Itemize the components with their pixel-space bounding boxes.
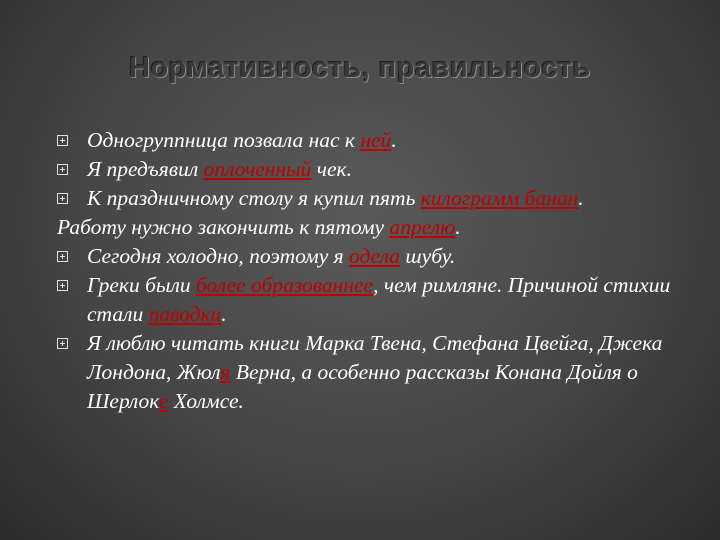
boxed-plus-bullet-icon	[57, 193, 68, 204]
error-word: апрелю	[389, 215, 456, 239]
sentence-text: Работу нужно закончить к пятому	[57, 215, 390, 239]
sentence-text: Греки были	[87, 273, 196, 297]
error-word: е	[158, 389, 169, 413]
boxed-plus-bullet-icon	[57, 135, 68, 146]
slide-title: Нормативность, правильность	[129, 52, 591, 84]
list-item	[57, 242, 672, 271]
sentence-text: Холмсе.	[168, 389, 244, 413]
list-item	[57, 271, 672, 329]
boxed-plus-bullet-icon	[57, 338, 68, 349]
sentence-text: Верна, а особенно рассказы Конана Дойля о Шерлок	[87, 360, 638, 413]
sentence-text: Одногруппница позвала нас к	[87, 128, 361, 152]
slide-content	[57, 126, 672, 416]
error-word: я	[220, 360, 231, 384]
error-word: ней	[360, 128, 392, 152]
sentence-text: чек.	[311, 157, 352, 181]
sentence-text: Я предъявил	[87, 157, 204, 181]
sentence-text: Сегодня холодно, поэтому я	[87, 244, 350, 268]
error-word: одела	[349, 244, 401, 268]
error-word: более образованнее	[195, 273, 374, 297]
sentence-text: .	[221, 302, 227, 326]
list-item	[57, 329, 672, 416]
error-word: оплоченный	[203, 157, 312, 181]
sentence-text: Я люблю читать книги Марка Твена, Стефана Цвейга, Джека Лондона, Жюл	[87, 331, 663, 384]
sentence-text: шубу.	[400, 244, 456, 268]
sentence-text: .	[391, 128, 397, 152]
list-item	[57, 213, 672, 242]
error-word: паводки	[148, 302, 222, 326]
list-item	[57, 126, 672, 155]
sentence-text: , чем римляне. Причиной стихии стали	[87, 273, 671, 326]
list-item	[57, 155, 672, 184]
error-word: килограмм банан	[420, 186, 579, 210]
boxed-plus-bullet-icon	[57, 251, 68, 262]
sentence-text: К праздничному столу я купил пять	[87, 186, 421, 210]
sentence-text: .	[578, 186, 584, 210]
boxed-plus-bullet-icon	[57, 164, 68, 175]
sentence-text: .	[455, 215, 461, 239]
boxed-plus-bullet-icon	[57, 280, 68, 291]
list-item	[57, 184, 672, 213]
